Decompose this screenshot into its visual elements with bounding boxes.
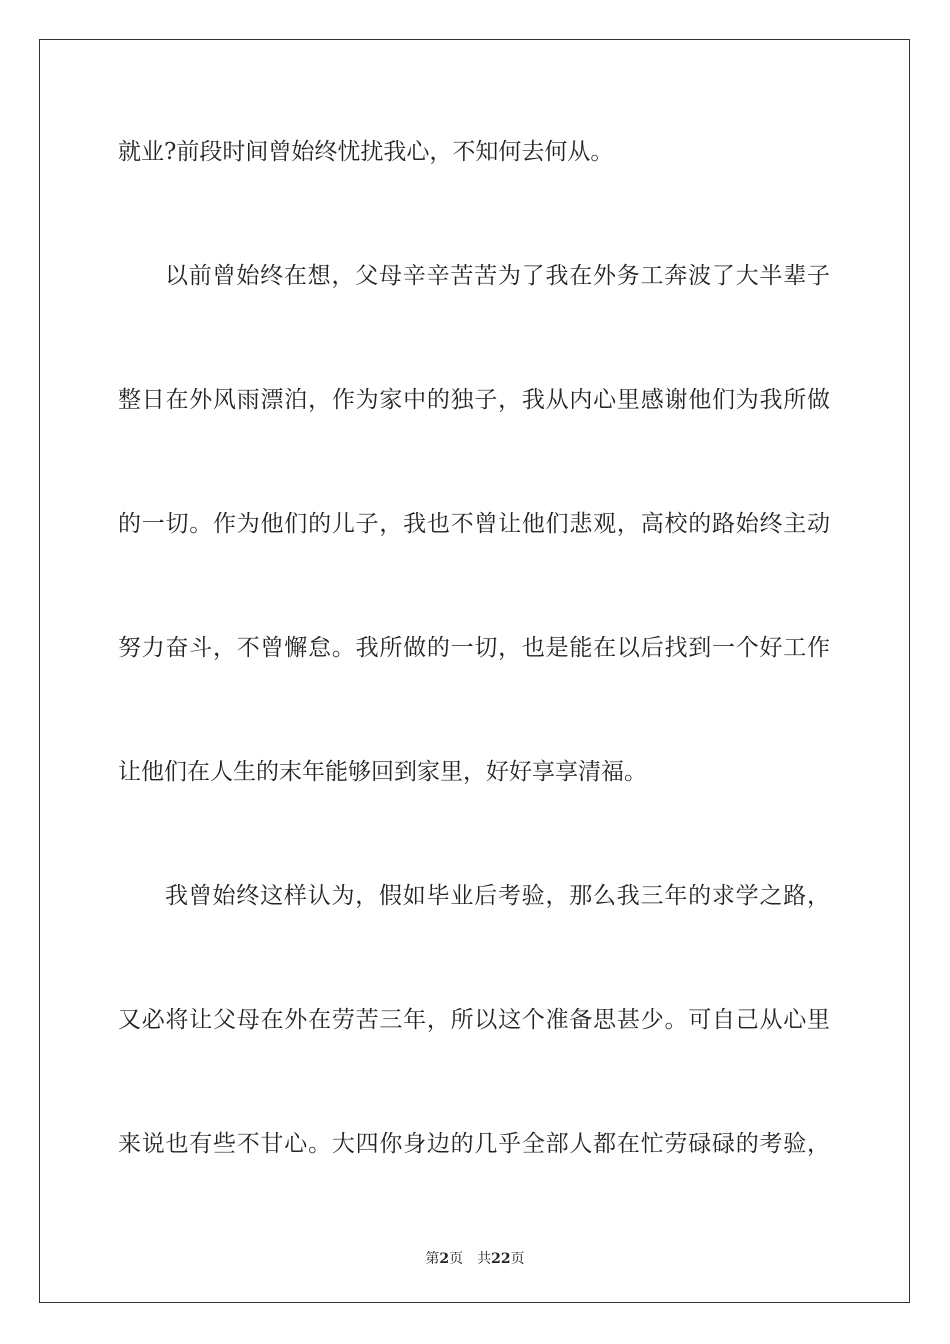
total-suffix: 页 <box>510 1251 525 1267</box>
total-pages: 22 <box>491 1251 511 1267</box>
page-border <box>39 39 910 1303</box>
total-prefix: 共 <box>477 1251 492 1267</box>
text-line-6: 让他们在人生的末年能够回到家里，好好享享清福。 <box>118 759 647 785</box>
page-suffix: 页 <box>449 1251 464 1267</box>
text-line-9: 来说也有些不甘心。大四你身边的几乎全部人都在忙劳碌碌的考验， <box>118 1131 830 1157</box>
text-line-4: 的一切。作为他们的儿子，我也不曾让他们悲观，高校的路始终主动 <box>118 511 830 537</box>
page-prefix: 第 <box>425 1251 440 1267</box>
page-footer <box>0 1248 950 1268</box>
text-line-7: 我曾始终这样认为，假如毕业后考验，那么我三年的求学之路， <box>165 883 830 909</box>
text-line-3: 整日在外风雨漂泊，作为家中的独子，我从内心里感谢他们为我所做 <box>118 387 830 413</box>
text-line-2: 以前曾始终在想，父母辛辛苦苦为了我在外务工奔波了大半辈子 <box>165 263 830 289</box>
text-line-8: 又必将让父母在外在劳苦三年，所以这个准备思甚少。可自己从心里 <box>118 1007 830 1033</box>
text-line-1: 就业?前段时间曾始终忧扰我心，不知何去何从。 <box>118 139 614 165</box>
text-line-5: 努力奋斗，不曾懈怠。我所做的一切，也是能在以后找到一个好工作 <box>118 635 830 661</box>
page-number: 2 <box>439 1251 450 1267</box>
